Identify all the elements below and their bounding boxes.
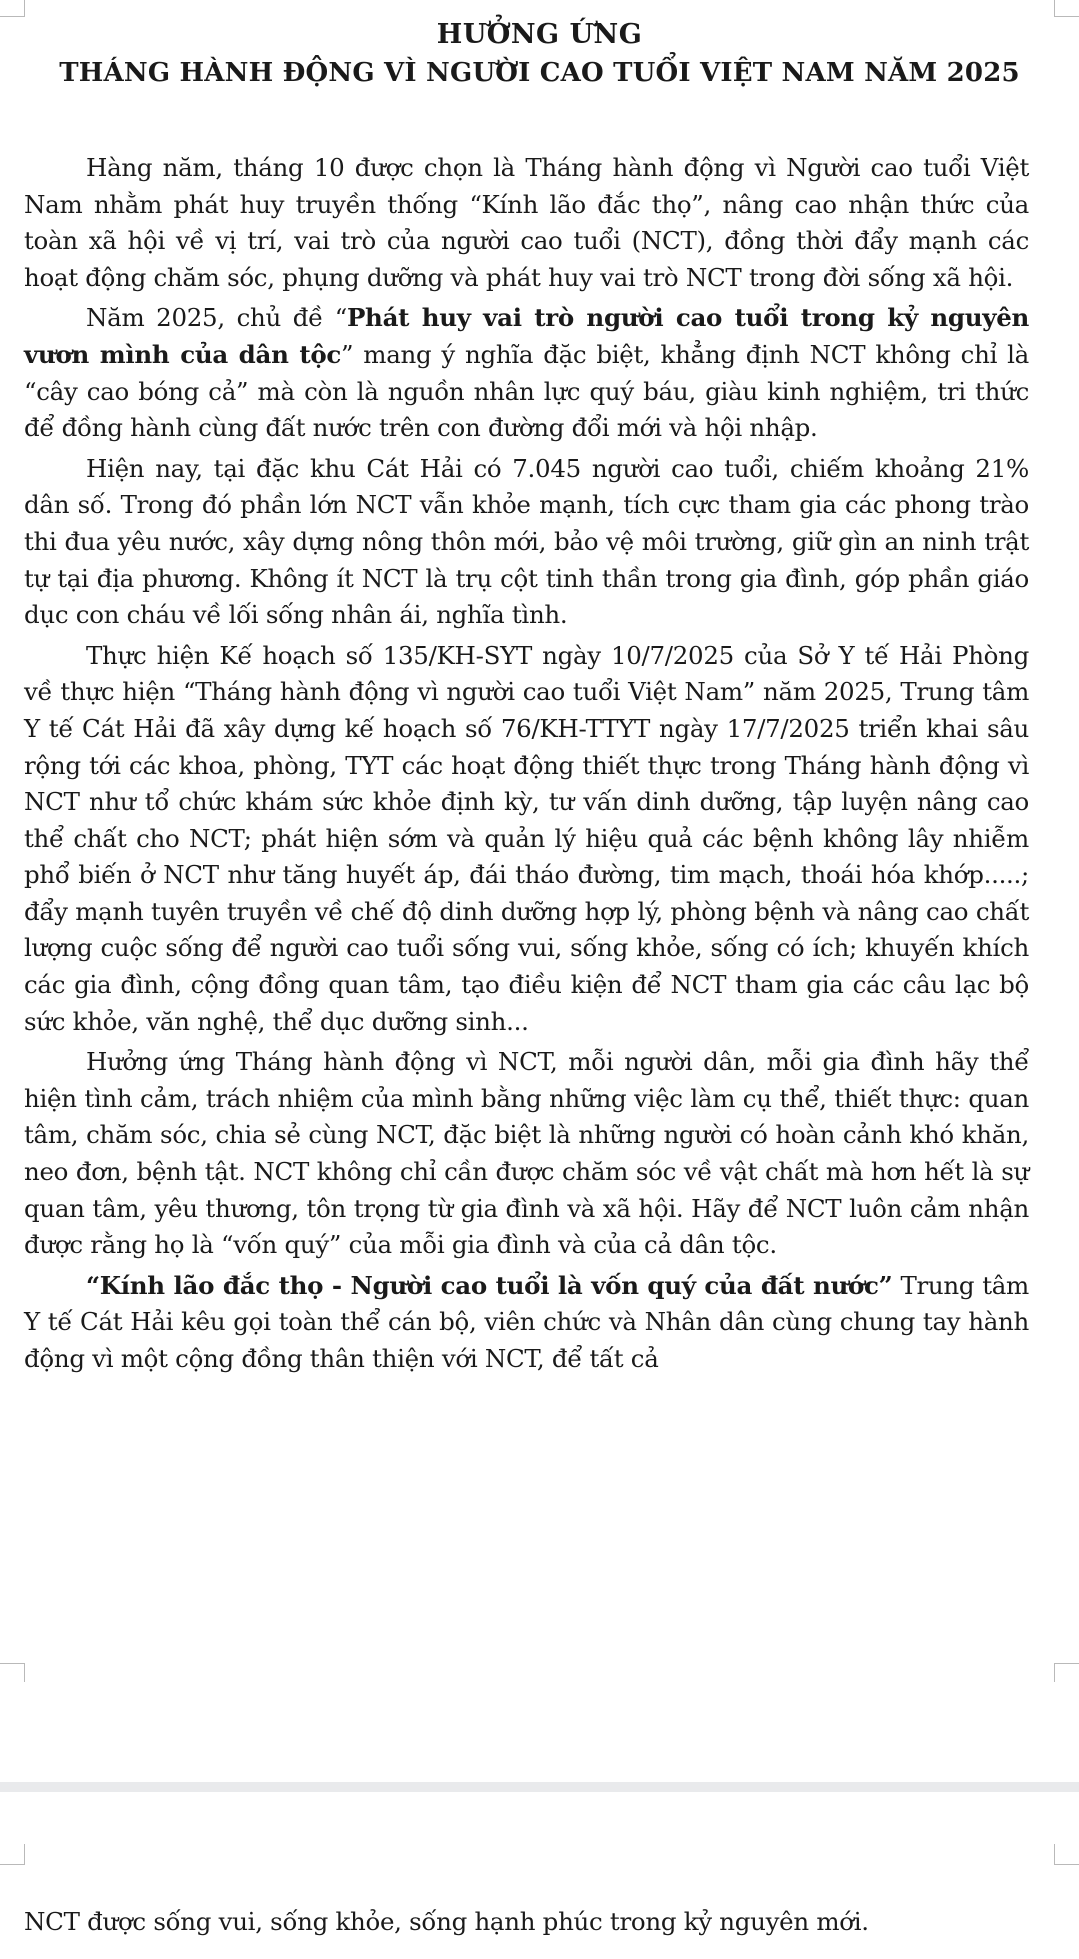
crop-mark-page2-top-right <box>1054 1844 1079 1865</box>
paragraph-6-continued: NCT được sống vui, sống khỏe, sống hạnh phúc trong kỷ nguyên mới. <box>24 1907 869 1936</box>
paragraph-6-end: Trung tâm Y tế Cát Hải kêu gọi toàn thể cán bộ, viên chức và Nhân dân cùng chung tay hành động vì một cộng đồng thân thiện với NCT, để tất cả <box>24 1270 1029 1373</box>
paragraph-3: Hiện nay, tại đặc khu Cát Hải có 7.045 người cao tuổi, chiếm khoảng 21% dân số. Trong đó phần lớn NCT vẫn khỏe mạnh, tích cực tham gia các phong trào thi đua yêu nước, xây dựng nông thôn mới, bảo vệ môi trường, giữ gìn an ninh trật tự tại địa phương. Không ít NCT là trụ cột tinh thần trong gia đình, góp phần giáo dục con cháu về lối sống nhân ái, nghĩa tình. <box>24 453 1029 630</box>
page-separator <box>0 1782 1079 1792</box>
document-body <box>24 150 1029 1382</box>
paragraph-2 <box>24 300 1029 446</box>
document-heading <box>0 16 1079 92</box>
paragraph-2-theme: Phát huy vai trò người cao tuổi trong kỷ nguyên vươn mình của dân tộc <box>24 303 1030 369</box>
document-page-2 <box>0 1792 1079 1959</box>
crop-mark-bottom-right <box>1054 1663 1079 1682</box>
paragraph-5: Hưởng ứng Tháng hành động vì NCT, mỗi người dân, mỗi gia đình hãy thể hiện tình cảm, trách nhiệm của mình bằng những việc làm cụ thể, thiết thực: quan tâm, chăm sóc, chia sẻ cùng NCT, đặc biệt là những người có hoàn cảnh khó khăn, neo đơn, bệnh tật. NCT không chỉ cần được chăm sóc về vật chất mà hơn hết là sự quan tâm, yêu thương, tôn trọng từ gia đình và xã hội. Hãy để NCT luôn cảm nhận được rằng họ là “vốn quý” của mỗi gia đình và của cả dân tộc. <box>24 1047 1029 1260</box>
crop-mark-bottom-left <box>0 1663 25 1682</box>
heading-line-2: THÁNG HÀNH ĐỘNG VÌ NGƯỜI CAO TUỔI VIỆT NAM NĂM 2025 <box>59 58 1020 88</box>
paragraph-6 <box>24 1268 1029 1378</box>
crop-mark-top-right <box>1054 0 1079 17</box>
paragraph-4: Thực hiện Kế hoạch số 135/KH-SYT ngày 10/7/2025 của Sở Y tế Hải Phòng về thực hiện “Tháng hành động vì người cao tuổi Việt Nam” năm 2025, Trung tâm Y tế Cát Hải đã xây dựng kế hoạch số 76/KH-TTYT ngày 17/7/2025 triển khai sâu rộng tới các khoa, phòng, TYT các hoạt động thiết thực trong Tháng hành động vì NCT như tổ chức khám sức khỏe định kỳ, tư vấn dinh dưỡng, tập luyện nâng cao thể chất cho NCT; phát hiện sớm và quản lý hiệu quả các bệnh không lây nhiễm phổ biến ở NCT như tăng huyết áp, đái tháo đường, tim mạch, thoái hóa khớp.....; đẩy mạnh tuyên truyền về chế độ dinh dưỡng hợp lý, phòng bệnh và nâng cao chất lượng cuộc sống để người cao tuổi sống vui, sống khỏe, sống có ích; khuyến khích các gia đình, cộng đồng quan tâm, tạo điều kiện để NCT tham gia các câu lạc bộ sức khỏe, văn nghệ, thể dục dưỡng sinh... <box>24 640 1029 1036</box>
paragraph-2-start: Năm 2025, chủ đề “ <box>86 303 347 333</box>
paragraph-2-end: ” mang ý nghĩa đặc biệt, khẳng định NCT không chỉ là “cây cao bóng cả” mà còn là nguồn nhân lực quý báu, giàu kinh nghiệm, tri thức để đồng hành cùng đất nước trên con đường đổi mới và hội nhập. <box>24 339 1029 443</box>
paragraph-1: Hàng năm, tháng 10 được chọn là Tháng hành động vì Người cao tuổi Việt Nam nhằm phát huy truyền thống “Kính lão đắc thọ”, nâng cao nhận thức của toàn xã hội về vị trí, vai trò của người cao tuổi (NCT), đồng thời đẩy mạnh các hoạt động chăm sóc, phụng dưỡng và phát huy vai trò NCT trong đời sống xã hội. <box>24 153 1029 292</box>
crop-mark-page2-top-left <box>0 1844 25 1865</box>
heading-line-1: HƯỞNG ỨNG <box>436 19 643 50</box>
paragraph-6-slogan: “Kính lão đắc thọ - Người cao tuổi là vốn quý của đất nước” <box>86 1270 893 1300</box>
crop-mark-top-left <box>0 0 25 17</box>
